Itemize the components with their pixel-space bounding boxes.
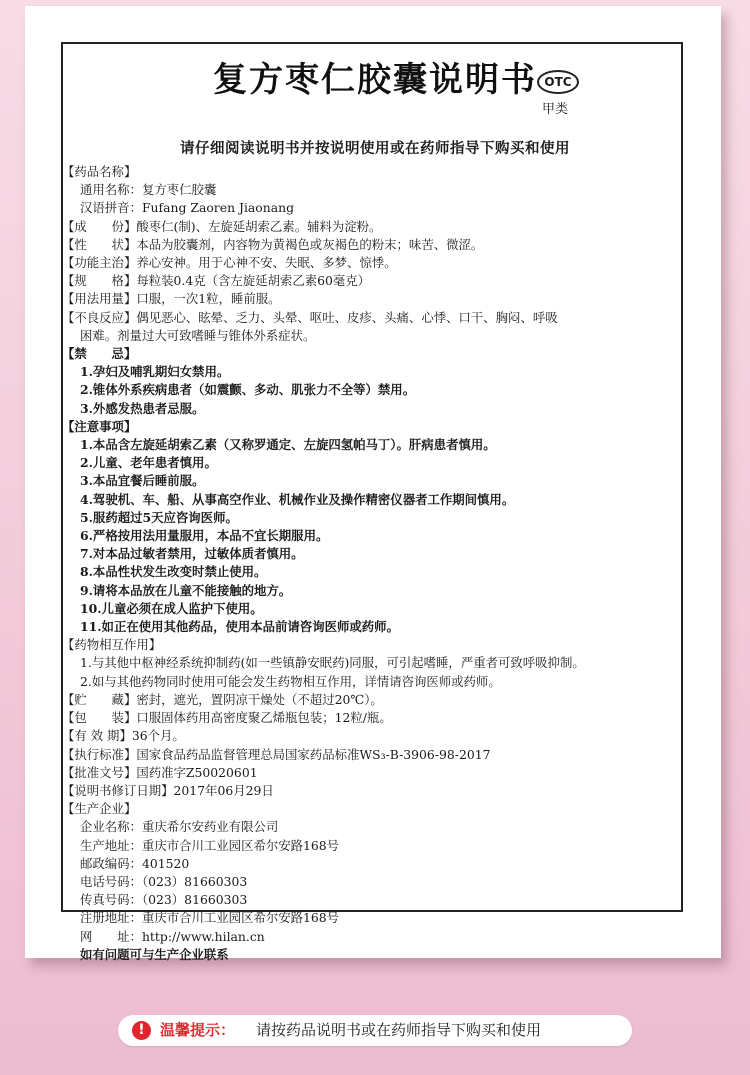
section-ingredients: 【成 份】酸枣仁(制)、左旋延胡索乙素。辅料为淀粉。 <box>62 218 382 234</box>
pinyin-name: 汉语拼音：Fufang Zaoren Jiaonang <box>80 200 295 216</box>
section-interactions: 【药物相互作用】 <box>62 637 162 653</box>
page-title: 复方枣仁胶囊说明书 <box>213 60 537 100</box>
leaflet-content <box>62 163 662 964</box>
company-name: 企业名称：重庆希尔安药业有限公司 <box>80 819 279 835</box>
section-adverse-reactions: 【不良反应】偶见恶心、眩晕、乏力、头晕、呕吐、皮疹、头痛、心悸、口干、胸闷、呼吸 <box>62 309 558 325</box>
generic-name: 通用名称：复方枣仁胶囊 <box>80 182 217 198</box>
precaution-item: 11.如正在使用其他药品，使用本品前请咨询医师或药师。 <box>80 619 399 635</box>
precaution-item: 8.本品性状发生改变时禁止使用。 <box>80 564 267 580</box>
section-specification: 【规 格】每粒装0.4克（含左旋延胡索乙素60毫克） <box>62 273 371 289</box>
subtitle-instruction: 请仔细阅读说明书并按说明使用或在药师指导下购买和使用 <box>180 141 570 157</box>
precaution-item: 10.儿童必须在成人监护下使用。 <box>80 600 263 616</box>
section-storage: 【贮 藏】密封，遮光，置阴凉干燥处（不超过20℃）。 <box>62 691 383 707</box>
warm-tip-label: 温馨提示： <box>160 1021 236 1039</box>
website: 网 址：http://www.hilan.cn <box>80 928 265 944</box>
exclamation-icon: ! <box>132 1021 151 1040</box>
warm-tip-text: 请按药品说明书或在药师指导下购买和使用 <box>256 1021 542 1039</box>
section-indications: 【功能主治】养心安神。用于心神不安、失眠、多梦、惊悸。 <box>62 255 397 271</box>
precaution-item: 7.对本品过敏者禁用，过敏体质者慎用。 <box>80 546 304 562</box>
contraindication-item: 3.外感发热患者忌服。 <box>80 400 205 416</box>
section-manufacturer: 【生产企业】 <box>62 801 137 817</box>
section-contraindications: 【禁 忌】 <box>62 346 137 362</box>
precaution-item: 6.严格按用法用量服用，本品不宜长期服用。 <box>80 528 329 544</box>
warm-tip-banner <box>118 1015 632 1046</box>
otc-badge: OTC <box>537 70 579 94</box>
interaction-item: 1.与其他中枢神经系统抑制药(如一些镇静安眠药)同服，可引起嗜睡，严重者可致呼吸抑制。 <box>80 655 585 671</box>
precaution-item: 4.驾驶机、车、船、从事高空作业、机械作业及操作精密仪器者工作期间慎用。 <box>80 491 515 507</box>
contraindication-item: 2.锥体外系疾病患者（如震颤、多动、肌张力不全等）禁用。 <box>80 382 416 398</box>
precaution-item: 2.儿童、老年患者慎用。 <box>80 455 217 471</box>
contraindication-item: 1.孕妇及哺乳期妇女禁用。 <box>80 364 230 380</box>
production-address: 生产地址：重庆市合川工业园区希尔安路168号 <box>80 837 340 853</box>
phone-number: 电话号码：（023）81660303 <box>80 873 248 889</box>
registered-address: 注册地址：重庆市合川工业园区希尔安路168号 <box>80 910 340 926</box>
contact-note: 如有问题可与生产企业联系 <box>80 946 229 962</box>
precaution-item: 3.本品宜餐后睡前服。 <box>80 473 205 489</box>
fax-number: 传真号码：（023）81660303 <box>80 892 248 908</box>
section-shelf-life: 【有 效 期】36个月。 <box>62 728 185 744</box>
section-drug-name: 【药品名称】 <box>62 164 137 179</box>
precaution-item: 1.本品含左旋延胡索乙素（又称罗通定、左旋四氢帕马丁）。肝病患者慎用。 <box>80 437 496 453</box>
otc-category: 甲类 <box>542 102 569 117</box>
section-appearance: 【性 状】本品为胶囊剂，内容物为黄褐色或灰褐色的粉末；味苦、微涩。 <box>62 236 484 252</box>
section-precautions: 【注意事项】 <box>62 418 137 434</box>
section-packaging: 【包 装】口服固体药用高密度聚乙烯瓶包装；12粒/瓶。 <box>62 710 392 726</box>
adverse-reactions-cont: 困难。剂量过大可致嗜睡与锥体外系症状。 <box>80 327 316 343</box>
section-revision-date: 【说明书修订日期】2017年06月29日 <box>62 782 274 798</box>
postal-code: 邮政编码：401520 <box>80 855 190 871</box>
section-standard: 【执行标准】国家食品药品监督管理总局国家药品标准WS₃-B-3906-98-2017 <box>62 746 491 762</box>
section-dosage: 【用法用量】口服，一次1粒，睡前服。 <box>62 291 281 307</box>
interaction-item: 2.如与其他药物同时使用可能会发生药物相互作用，详情请咨询医师或药师。 <box>80 673 501 689</box>
section-approval-number: 【批准文号】国药准字Z50020601 <box>62 764 258 780</box>
precaution-item: 9.请将本品放在儿童不能接触的地方。 <box>80 582 292 598</box>
precaution-item: 5.服药超过5天应咨询医师。 <box>80 509 238 525</box>
